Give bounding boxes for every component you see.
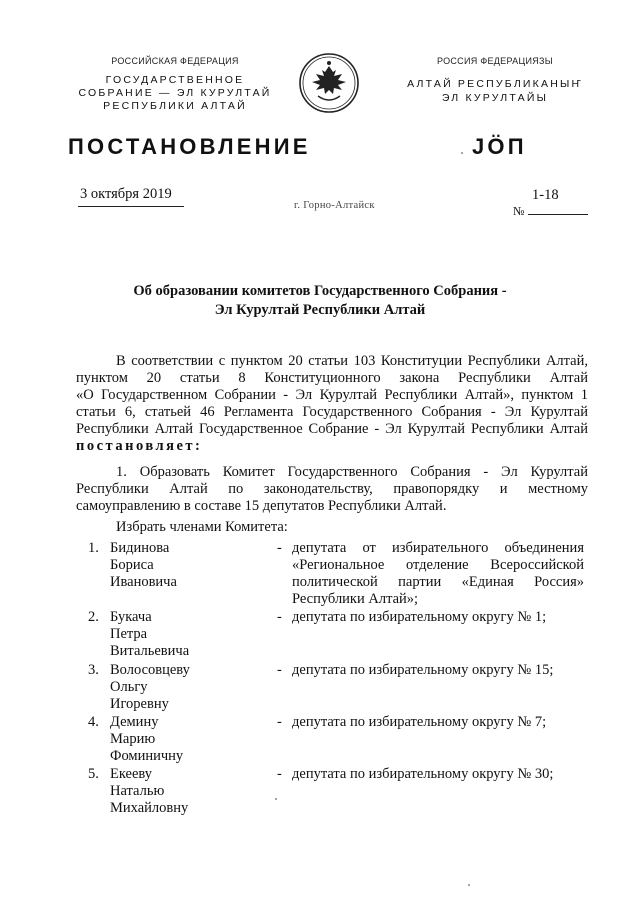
preamble-line: пунктом 20 статьи 8 Конституционного закона Республики Алтай (76, 370, 588, 386)
member-name-line: Михайловну (110, 800, 189, 816)
header-right-line1: АЛТАЙ РЕСПУБЛИКАНЫҤ (407, 78, 583, 90)
member-name-line: Ольгу (110, 679, 148, 695)
doc-type-ru: ПОСТАНОВЛЕНИЕ (68, 134, 311, 159)
member-name-line: Волосовцеву (110, 662, 190, 678)
member-name-line: Ивановича (110, 574, 177, 590)
member-description (292, 766, 584, 783)
header-right-line2: ЭЛ КУРУЛТАЙЫ (441, 92, 549, 104)
member-number: 5. (88, 766, 99, 782)
member-desc-line: депутата по избирательному округу № 15; (292, 662, 554, 678)
member-desc-line: депутата по избирательному округу № 7; (292, 714, 547, 730)
item-1-line: 1. Образовать Комитет Государственного Собрания - Эл Курултай (116, 464, 588, 480)
member-name-line: Наталью (110, 783, 165, 799)
member-name (110, 766, 270, 817)
stray-mark (468, 884, 470, 886)
member-number: 4. (88, 714, 99, 730)
member-number: 3. (88, 662, 99, 678)
member-name-line: Бидинова (110, 540, 170, 556)
member-name (110, 662, 270, 713)
header-left-line1: ГОСУДАРСТВЕННОЕ (105, 74, 245, 86)
member-name (110, 609, 270, 660)
preamble-line: «О Государственном Собрании - Эл Курултай Республики Алтай», пунктом 1 (76, 387, 588, 403)
header-left-line2: СОБРАНИЕ — ЭЛ КУРУЛТАЙ (78, 87, 272, 99)
doc-type-alt: ЈӦП (472, 134, 527, 159)
item-1-line: самоуправлению в составе 15 депутатов Республики Алтай. (76, 498, 447, 514)
header-left-line3: РЕСПУБЛИКИ АЛТАЙ (103, 100, 247, 112)
member-desc-line: политической партии «Единая Россия» (292, 574, 584, 590)
member-desc-line: Республики Алтай»; (292, 591, 419, 607)
member-description (292, 609, 584, 626)
header-right-country: РОССИЯ ФЕДЕРАЦИЯЗЫ (436, 56, 554, 66)
member-desc-line: «Региональное отделение Всероссийской (292, 557, 584, 573)
item-1-line: Республики Алтай по законодательству, правопорядку и местному (76, 481, 588, 497)
member-name-line: Бориса (110, 557, 154, 573)
number-underline (528, 214, 588, 215)
member-description (292, 540, 584, 608)
preamble-line: В соответствии с пунктом 20 статьи 103 Конституции Республики Алтай, (116, 353, 588, 369)
altai-republic-emblem-icon (298, 52, 360, 114)
member-name-line: Витальевича (110, 643, 190, 659)
elect-intro: Избрать членами Комитета: (116, 519, 288, 535)
item-1 (76, 464, 588, 515)
member-dash: - (277, 609, 282, 625)
member-name-line: Букача (110, 609, 152, 625)
stray-mark (461, 152, 463, 154)
member-name-line: Фоминичну (110, 748, 184, 764)
member-name (110, 540, 270, 591)
doc-title-line1: Об образовании комитетов Государственного Собрания - (133, 283, 507, 299)
member-number: 2. (88, 609, 99, 625)
member-name-line: Петра (110, 626, 148, 642)
preamble-line: Республики Алтай Государственное Собрание - Эл Курултай Республики Алтай (76, 421, 588, 437)
preamble (76, 353, 588, 455)
header-left-country: РОССИЙСКАЯ ФЕДЕРАЦИЯ (111, 56, 239, 66)
member-name-line: Демину (110, 714, 159, 730)
member-name-line: Екееву (110, 766, 153, 782)
member-name-line: Марию (110, 731, 156, 747)
member-dash: - (277, 662, 282, 678)
doc-title-line2: Эл Курултай Республики Алтай (214, 302, 426, 318)
member-dash: - (277, 540, 282, 556)
member-description (292, 714, 584, 731)
member-description (292, 662, 584, 679)
preamble-line: статьи 6, статьей 46 Регламента Государственного Собрания - Эл Курултай (76, 404, 588, 420)
stray-mark (275, 798, 277, 800)
doc-number-prefix: № (513, 204, 525, 218)
member-dash: - (277, 714, 282, 730)
doc-number: 1-18 (532, 187, 559, 203)
doc-city: г. Горно-Алтайск (294, 200, 375, 211)
member-desc-line: депутата по избирательному округу № 1; (292, 609, 547, 625)
member-number: 1. (88, 540, 99, 556)
member-desc-line: депутата по избирательному округу № 30; (292, 766, 554, 782)
date-underline (78, 206, 184, 207)
doc-date: 3 октября 2019 (80, 186, 172, 202)
member-desc-line: депутата от избирательного объединения (292, 540, 584, 556)
decree-word: постановляет: (76, 438, 203, 454)
member-name-line: Игоревну (110, 696, 169, 712)
member-name (110, 714, 270, 765)
member-dash: - (277, 766, 282, 782)
